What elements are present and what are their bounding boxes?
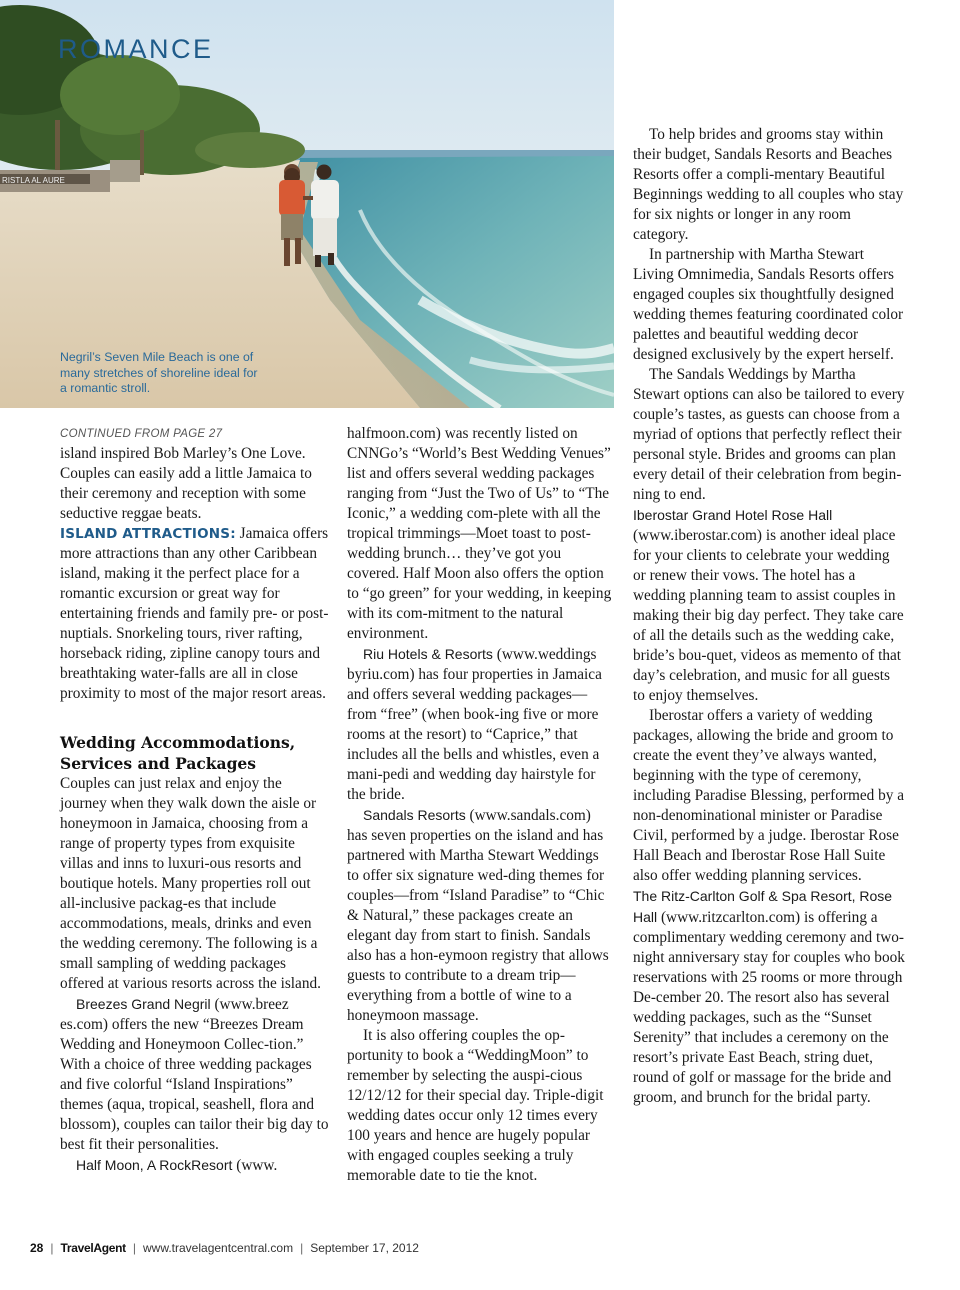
section-kicker: ISLAND ATTRACTIONS: xyxy=(60,526,236,542)
paragraph: Sandals Resorts (www.sandals.com) has seven properties on the island and has partnered with Martha Stewart Weddings to offer six signature wed-ding themes for couples—from “Island Paradise” to “Chic & Natural,” these packages create an elegant day from start to finish. Sandals also has a hon-eymoon registry that allows guests to contribute to a dream trip—everything from a bottle of wine to a honeymoon massage. xyxy=(347,807,609,1024)
page-number: 28 xyxy=(30,1241,44,1255)
paragraph: Iberostar offers a variety of wedding packages, allowing the bride and groom to create the event they’ve always wanted, beginning with the type of ceremony, including Paradise Blessing, performed by a non-denominational minister or Paradise Civil, performed by a judge. Iberostar Rose Hall Beach and Iberostar Rose Hall Suite also offer wedding planning services. xyxy=(633,707,905,884)
resort-name: Breezes Grand Negril xyxy=(76,996,211,1012)
paragraph: ISLAND ATTRACTIONS: Jamaica offers more attractions than any other Caribbean island, making it the perfect place for a romantic excursion or great way for entertaining friends and family pre- or post-nuptials. Snorkeling tours, river rafting, horseback riding, zipline canopy tours and breathtaking water-falls are all in close proximity to most of the major resort areas. xyxy=(60,525,329,702)
article-column-1 xyxy=(60,424,330,1176)
resort-name: Iberostar Grand Hotel Rose Hall xyxy=(633,507,833,523)
continued-from-label: CONTINUED FROM PAGE 27 xyxy=(60,428,223,440)
paragraph: island inspired Bob Marley’s One Love. Couples can easily add a little Jamaica to their ceremony and reception with some seductive reggae beats. xyxy=(60,445,312,522)
paragraph: The Sandals Weddings by Martha Stewart options can also be tailored to every couple’s tastes, as guests can choose from a myriad of options that perfectly reflect their personal style. Brides and grooms can plan every detail of their celebration from begin-ning to end. xyxy=(633,366,905,503)
paragraph: Half Moon, A RockResort (www. xyxy=(76,1157,278,1174)
article-column-2 xyxy=(347,424,613,1186)
resort-name: The Ritz-Carlton Golf & Spa Resort, Rose Hall xyxy=(633,888,893,925)
paragraph: Breezes Grand Negril (www.breez es.com) offers the new “Breezes Dream Wedding and Honeymoon Collec-tion.” With a choice of three wedding packages and five colorful “Island Inspirations” themes (aqua, tropical, seashell, flora and blossom), couples can tailor their big day to best fit their personalities. xyxy=(60,996,329,1153)
paragraph: In partnership with Martha Stewart Living Omnimedia, Sandals Resorts offers engaged couples six thoughtfully designed wedding themes featuring coordinated color palettes and beautiful wedding decor designed exclusively by the expert herself. xyxy=(633,246,904,363)
paragraph: Iberostar Grand Hotel Rose Hall (www.iberostar.com) is another ideal place for your clients to celebrate your wedding or renew their vows. The hotel has a wedding planning team to assist couples in making their big day perfect. They take care of all the details such as the wedding cake, bride’s bou-quet, videos as memento of that day’s celebration, and music for all guests to enjoy themselves. xyxy=(633,507,904,704)
paragraph: Couples can just relax and enjoy the journey when they walk down the aisle or honeymoon in Jamaica, choosing from a range of property types from exquisite villas and inns to luxuri-ous resorts and boutique hotels. Many properties roll out all-inclusive packag-es that include accommodations, meals, drinks and even the wedding ceremony. The following is a small sampling of wedding packages offered at various resorts across the island. xyxy=(60,775,321,992)
paragraph: halfmoon.com) was recently listed on CNNGo’s “World’s Best Wedding Venues” list and offers several wedding packages ranging from “Just the Two of Us” to “The Iconic,” a wedding com-plete with all the tropical trimmings—Moet toast to post-wedding brunch… they’ve got you covered. Half Moon also offers the option to “go green” for your wedding, in keeping with its com-mitment to the natural environment. xyxy=(347,425,612,642)
page-footer xyxy=(30,1241,419,1255)
resort-name: Riu Hotels & Resorts xyxy=(363,646,493,662)
paragraph: It is also offering couples the op-portunity to book a “WeddingMoon” to remember by selecting the auspi-cious 12/12/12 for their special day. Triple-digit wedding dates occur only 12 times every 100 years and hence are hugely popular with engaged couples seeking a truly memorable date to tie the knot. xyxy=(347,1027,604,1184)
issue-date: September 17, 2012 xyxy=(310,1241,419,1255)
paragraph: To help brides and grooms stay within their budget, Sandals Resorts and Beaches Resorts offer a compli-mentary Beautiful Beginnings wedding to all couples who stay for six nights or longer in any room category. xyxy=(633,126,904,243)
resort-name: Sandals Resorts xyxy=(363,807,466,823)
paragraph: Riu Hotels & Resorts (www.weddings byriu.com) has four properties in Jamaica and offers several wedding packages—from “free” (when book-ing five or more rooms at the resort) to “Caprice,” that includes all the bells and whistles, even a mani-pedi and wedding day hairstyle for the bride. xyxy=(347,646,602,803)
resort-name: Half Moon, A RockResort xyxy=(76,1157,233,1173)
article-column-3 xyxy=(633,125,905,1108)
beach-sign-text: RISTLA AL AURE xyxy=(2,176,65,185)
photo-caption: Negril’s Seven Mile Beach is one of many stretches of shoreline ideal for a romantic stroll. xyxy=(60,350,258,395)
divider: | xyxy=(132,1241,136,1255)
section-label: ROMANCE xyxy=(58,34,214,64)
divider: | xyxy=(50,1241,54,1255)
paragraph: The Ritz-Carlton Golf & Spa Resort, Rose Hall (www.ritzcarlton.com) is offering a complimentary wedding ceremony and two-night anniversary stay for couples who book reservations with 25 rooms or more through De-cember 20. The resort also has several wedding packages, such as the “Sunset Serenity” that includes a ceremony on the resort’s private East Beach, string duet, round of golf or massage for the bride and groom, and brunch for the bridal party. xyxy=(633,888,905,1106)
magazine-name: TravelAgent xyxy=(60,1241,126,1255)
divider: | xyxy=(300,1241,304,1255)
subheading: Wedding Accommodations, Services and Packages xyxy=(60,733,296,773)
magazine-url: www.travelagentcentral.com xyxy=(143,1241,294,1255)
